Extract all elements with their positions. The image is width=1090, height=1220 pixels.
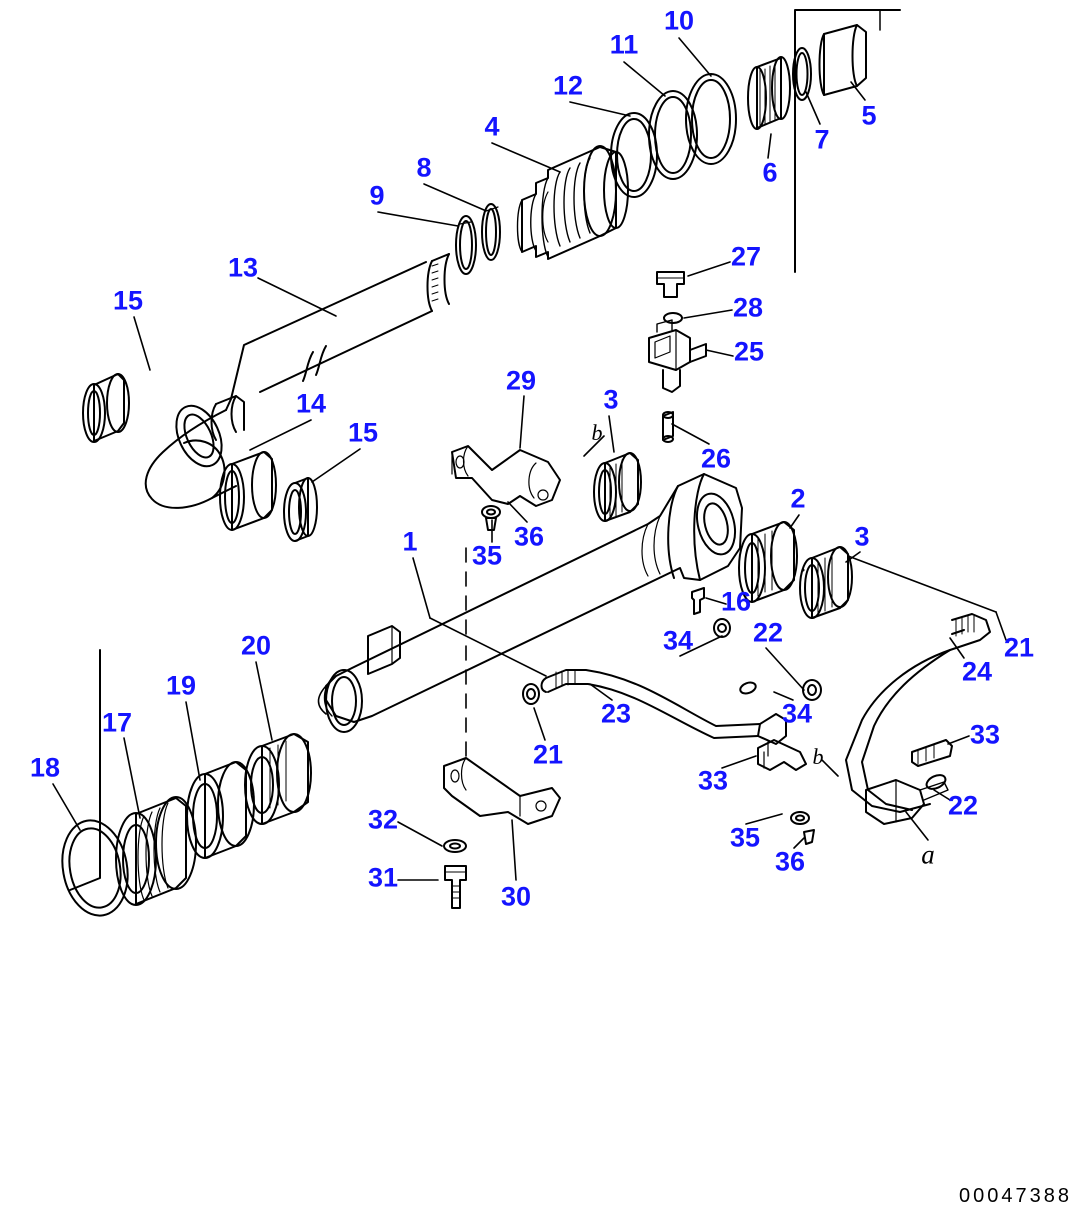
callout-22: 22 — [752, 617, 784, 648]
callout-19: 19 — [165, 670, 197, 701]
callout-8: 8 — [416, 152, 432, 183]
callout-26: 26 — [700, 443, 732, 474]
callout-3: 3 — [603, 384, 619, 415]
sublabel-b: b — [812, 744, 824, 769]
callout-4: 4 — [484, 111, 500, 142]
callout-30: 30 — [500, 881, 532, 912]
callout-5: 5 — [861, 100, 877, 131]
callout-20: 20 — [240, 630, 272, 661]
callout-23: 23 — [600, 698, 632, 729]
callout-12: 12 — [552, 70, 584, 101]
sublabel-a: a — [921, 839, 935, 870]
callout-35: 35 — [471, 540, 503, 571]
callout-9: 9 — [369, 180, 385, 211]
callout-13: 13 — [227, 252, 259, 283]
callout-31: 31 — [367, 862, 399, 893]
callout-33: 33 — [697, 765, 729, 796]
callout-17: 17 — [101, 707, 133, 738]
callout-33: 33 — [969, 719, 1001, 750]
callout-10: 10 — [663, 5, 695, 36]
callout-6: 6 — [762, 157, 778, 188]
callout-2: 2 — [790, 483, 806, 514]
callout-25: 25 — [733, 336, 765, 367]
callout-22: 22 — [947, 790, 979, 821]
callout-3: 3 — [854, 521, 870, 552]
callout-34: 34 — [781, 698, 813, 729]
callout-11: 11 — [609, 29, 639, 60]
callout-15: 15 — [112, 285, 144, 316]
callout-15: 15 — [347, 417, 379, 448]
figure-number: 00047388 — [959, 1185, 1072, 1207]
sublabel-b: b — [591, 420, 603, 445]
callout-34: 34 — [662, 625, 694, 656]
callout-36: 36 — [513, 521, 545, 552]
callout-24: 24 — [961, 656, 993, 687]
callout-32: 32 — [367, 804, 399, 835]
callout-18: 18 — [29, 752, 61, 783]
callout-36: 36 — [774, 846, 806, 877]
callout-21: 21 — [1003, 632, 1035, 663]
callout-7: 7 — [814, 124, 830, 155]
callout-16: 16 — [720, 586, 752, 617]
callout-35: 35 — [729, 822, 761, 853]
callout-27: 27 — [730, 241, 762, 272]
callout-1: 1 — [402, 526, 418, 557]
callout-14: 14 — [295, 388, 327, 419]
callout-21: 21 — [532, 739, 564, 770]
callout-28: 28 — [732, 292, 764, 323]
callout-29: 29 — [505, 365, 537, 396]
